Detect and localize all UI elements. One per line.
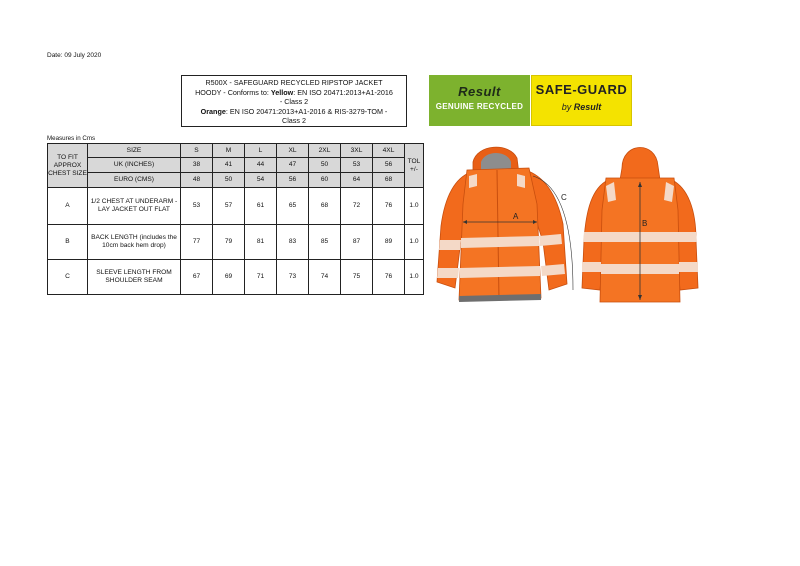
euro-value-cell: 48 [181,173,213,188]
result-brand-text: Result [458,84,501,99]
measurement-value-cell: 79 [213,225,245,260]
measurement-value-cell: 74 [309,260,341,295]
row-description-cell: SLEEVE LENGTH FROM SHOULDER SEAM [88,260,181,295]
title-line-5: Class 2 [282,116,306,126]
label-b: B [642,219,648,228]
measurement-value-cell: 67 [181,260,213,295]
uk-value-cell: 53 [341,158,373,173]
euro-value-cell: 64 [341,173,373,188]
euro-label-cell: EURO (CMS) [88,173,181,188]
size-cell: 2XL [309,144,341,158]
uk-value-cell: 41 [213,158,245,173]
measurement-value-cell: 72 [341,188,373,225]
safeguard-text: SAFE-GUARD [535,82,628,97]
measurement-value-cell: 61 [245,188,277,225]
product-title-box [181,75,407,127]
uk-value-cell: 47 [277,158,309,173]
tolerance-cell: 1.0 [405,260,424,295]
tolerance-cell: 1.0 [405,225,424,260]
tolerance-cell: 1.0 [405,188,424,225]
size-cell: XL [277,144,309,158]
genuine-recycled-text: GENUINE RECYCLED [435,102,524,111]
uk-value-cell: 56 [373,158,405,173]
label-c: C [561,193,567,202]
row-code-cell: C [48,260,88,295]
size-chart-table [47,143,424,295]
row-code-cell: A [48,188,88,225]
measurement-value-cell: 69 [213,260,245,295]
size-label-cell: SIZE [88,144,181,158]
measurement-value-cell: 73 [277,260,309,295]
size-cell: 3XL [341,144,373,158]
measurement-value-cell: 68 [309,188,341,225]
measures-note: Measures in Cms [47,135,96,142]
measurement-value-cell: 81 [245,225,277,260]
euro-value-cell: 56 [277,173,309,188]
measurement-row-b [48,225,424,260]
measurement-value-cell: 75 [341,260,373,295]
jacket-front-body [437,147,567,302]
measurement-value-cell: 76 [373,260,405,295]
size-cell: L [245,144,277,158]
document-date: Date: 09 July 2020 [47,52,102,59]
title-line-1: R500X - SAFEGUARD RECYCLED RIPSTOP JACKET [205,78,383,87]
measurement-value-cell: 83 [277,225,309,260]
label-a: A [513,212,519,221]
tolerance-header-cell: TOL +/- [405,144,424,188]
measurement-value-cell: 76 [373,188,405,225]
size-cell: M [213,144,245,158]
size-header-row [48,144,424,158]
euro-value-cell: 60 [309,173,341,188]
measurement-value-cell: 89 [373,225,405,260]
measurement-value-cell: 57 [213,188,245,225]
euro-value-cell: 54 [245,173,277,188]
uk-value-cell: 38 [181,158,213,173]
by-result-text: by Result [561,102,602,112]
size-cell: 4XL [373,144,405,158]
result-genuine-recycled-logo [429,75,530,126]
title-line-2: HOODY - Conforms to: Yellow: EN ISO 20471:2013+A1-2016 [195,87,393,97]
uk-row [48,158,424,173]
jacket-front-view [433,140,579,306]
measurement-value-cell: 77 [181,225,213,260]
uk-value-cell: 44 [245,158,277,173]
measurement-row-c [48,260,424,295]
uk-value-cell: 50 [309,158,341,173]
row-description-cell: 1/2 CHEST AT UNDERARM - LAY JACKET OUT FLAT [88,188,181,225]
euro-value-cell: 50 [213,173,245,188]
title-line-3: - Class 2 [279,97,309,107]
measurement-row-a [48,188,424,225]
measurement-value-cell: 87 [341,225,373,260]
row-code-cell: B [48,225,88,260]
row-description-cell: BACK LENGTH (includes the 10cm back hem drop) [88,225,181,260]
jacket-back-view [578,140,702,306]
size-cell: S [181,144,213,158]
measurement-value-cell: 71 [245,260,277,295]
measurement-value-cell: 53 [181,188,213,225]
euro-value-cell: 68 [373,173,405,188]
safeguard-logo [531,75,632,126]
uk-label-cell: UK (INCHES) [88,158,181,173]
measurement-value-cell: 65 [277,188,309,225]
to-fit-cell: TO FIT APPROX CHEST SIZE [48,144,88,188]
measurement-value-cell: 85 [309,225,341,260]
title-line-4: Orange: EN ISO 20471:2013+A1-2016 & RIS-3279-TOM - [200,106,388,116]
euro-row [48,173,424,188]
